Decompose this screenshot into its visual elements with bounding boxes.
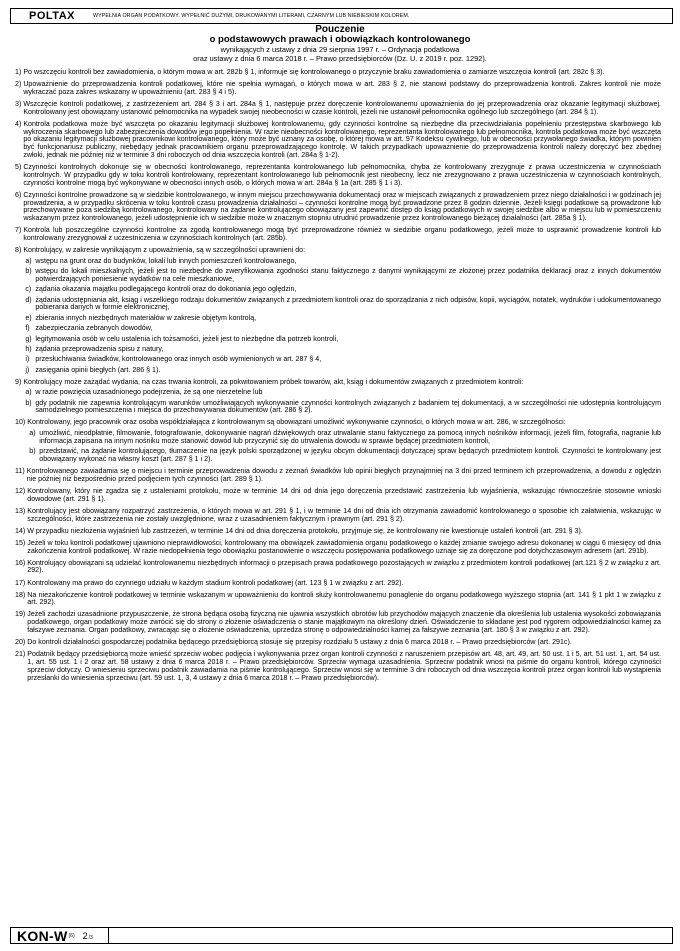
list-item bbox=[15, 528, 661, 536]
item-text: Jeżeli zachodzi uzasadnione przypuszczenie, że strona będąca osobą fizyczną nie ujawnia wszystkich obrotów lub przychodów mających znaczenie dla określenia lub ustalenia wysokości zobowiązania podatkowego, organ podatkowy może zwrócić się do strony o złożenie oświadczenia o stanie majątkowym na określony dzień. Oświadczenie to składane jest pod rygorem odpowiedzialności karnej za fałszywe zeznania. Organ podatkowy, zwracając się o złożenie oświadczenia, uprzedza stronę o odpowiedzialności karnej za fałszywe zeznania (art. 180 § 3 w związku z art. 292). bbox=[27, 610, 661, 635]
sub-item-text: żądania przeprowadzenia spisu z natury, bbox=[35, 344, 164, 353]
form-code: KON-W bbox=[17, 927, 68, 944]
fill-instruction: WYPEŁNIA ORGAN PODATKOWY. WYPEŁNIĆ DUŻYMI, DRUKOWANYMI LITERAMI, CZARNYM LUB NIEBIESKIM KOLOREM. bbox=[92, 13, 410, 19]
item-number: 6) bbox=[15, 190, 22, 199]
item-number: 4) bbox=[15, 119, 22, 128]
list-item bbox=[15, 81, 661, 97]
form-code-box bbox=[11, 928, 109, 943]
item-number: 3) bbox=[15, 99, 22, 108]
sub-item bbox=[27, 448, 661, 464]
item-body bbox=[23, 164, 661, 187]
sub-item bbox=[23, 356, 661, 364]
list-item bbox=[15, 592, 661, 608]
item-number: 17) bbox=[15, 578, 26, 587]
item-number: 7) bbox=[15, 226, 22, 235]
item-body bbox=[27, 560, 661, 576]
item-body bbox=[27, 639, 661, 647]
page-total: /3 bbox=[88, 934, 93, 941]
sub-item bbox=[23, 258, 661, 266]
item-body bbox=[27, 611, 661, 634]
item-body bbox=[27, 419, 661, 463]
item-body bbox=[23, 69, 661, 77]
list-item bbox=[15, 611, 661, 634]
item-number: 2) bbox=[15, 80, 22, 89]
item-number: 14) bbox=[15, 526, 26, 535]
list-item bbox=[15, 508, 661, 524]
sub-item bbox=[27, 430, 661, 446]
sub-item-letter: b) bbox=[25, 398, 32, 407]
list-item bbox=[15, 639, 661, 647]
sub-item bbox=[23, 389, 661, 397]
item-text: Do kontroli działalności gospodarczej podatnika będącego przedsiębiorcą stosuje się przepisy rozdziału 5 ustawy z dnia 6 marca 2018 r. – Prawo przedsiębiorców (art. 291c). bbox=[27, 638, 572, 647]
item-number: 15) bbox=[15, 538, 26, 547]
item-number: 5) bbox=[15, 163, 22, 172]
list-item bbox=[15, 419, 661, 463]
item-body bbox=[27, 580, 661, 588]
page-number bbox=[83, 931, 101, 941]
item-body bbox=[23, 247, 661, 374]
list-item bbox=[15, 379, 661, 415]
sub-item-text: wstępu do lokali mieszkalnych, jeżeli jest to niezbędne do zweryfikowania zgodności stanu faktycznego z danymi wynikającymi ze złożonej przez podatnika deklaracji oraz z innych dokumentów potwierdzających poniesienie wydatków na cele mieszkaniowe, bbox=[35, 267, 661, 283]
item-body bbox=[27, 508, 661, 524]
item-number: 18) bbox=[15, 590, 26, 599]
item-number: 12) bbox=[15, 486, 26, 495]
item-number: 21) bbox=[15, 650, 26, 659]
sub-item bbox=[23, 367, 661, 375]
sub-item-letter: g) bbox=[25, 334, 32, 343]
sub-item-letter: e) bbox=[25, 313, 32, 322]
sub-item-text: w razie powzięcia uzasadnionego podejrzenia, że są one nierzetelne lub bbox=[35, 388, 263, 397]
list-item bbox=[15, 488, 661, 504]
item-number: 13) bbox=[15, 506, 26, 515]
sub-item bbox=[23, 400, 661, 416]
item-number: 11) bbox=[15, 466, 25, 475]
item-number: 10) bbox=[15, 418, 26, 427]
sub-item bbox=[23, 286, 661, 294]
item-body bbox=[27, 528, 661, 536]
sub-item bbox=[23, 297, 661, 313]
list-item bbox=[15, 227, 661, 243]
title-line-2: o podstawowych prawach i obowiązkach kontrolowanego bbox=[209, 34, 471, 45]
sub-item-text: przedstawić, na żądanie kontrolującego, tłumaczenie na język polski sporządzonej w języku obcym dokumentacji dotyczącej spraw będących przedmiotem kontroli. Czynności te kontrolowany jest obowiązany wykonać na własny koszt (art. 287 § 1 i 2). bbox=[39, 447, 661, 463]
item-text: Upoważnienie do przeprowadzenia kontroli podatkowej, które nie spełnia wymagań, o których mowa w art. 283 § 2, nie stanowi podstawy do przeprowadzenia kontroli. Zakres kontroli nie może wykraczać poza zakres wskazany w upoważnieniu (art. 283 § 4 i 5). bbox=[23, 80, 661, 96]
sub-item-text: gdy podatnik nie zapewnia kontrolującym warunków umożliwiających wykonywanie czynności kontrolnych związanych z badaniem tej dokumentacji, a w szczególności nie udostępnia kontrolującym samodzielnego pomieszczenia i miejsca do przechowywania dokumentów (art. 286 § 2). bbox=[35, 398, 661, 415]
sub-item-letter: b) bbox=[29, 447, 36, 456]
sub-item-letter: b) bbox=[25, 267, 32, 275]
list-item bbox=[15, 651, 661, 682]
sub-item bbox=[23, 346, 661, 354]
sub-item-letter: a) bbox=[25, 388, 32, 397]
item-text: Czynności kontrolne prowadzone są w siedzibie kontrolowanego, w innym miejscu przechowywania dokumentacji oraz w miejscach związanych z prowadzeniem przez niego działalności i w godzinach jej prowadzenia, a w przypadku skrócenia w toku kontroli czasu prowadzenia działalności – czynności kontrolne mogą być prowadzone przez 8 godzin dziennie. Jeżeli księgi podatkowe są prowadzone lub przechowywane poza siedzibą kontrolowanego, kontrolowany na żądanie kontrolującego obowiązany jest zapewnić dostęp do ksiąg podatkowych w swojej siedzibie albo w miejscu lub w pomieszczeniu wskazanym przez kontrolowanego, jeżeli udostępnienie ich w siedzibie może w znacznym stopniu utrudnić prowadzenie przez kontrolowanego bieżącej działalności (art. 285a § 1). bbox=[23, 190, 661, 223]
list-item bbox=[15, 69, 661, 77]
sub-item-letter: a) bbox=[29, 428, 36, 437]
sub-item-letter: i) bbox=[25, 355, 30, 364]
sub-item-text: zabezpieczania zebranych dowodów, bbox=[35, 324, 153, 333]
item-number: 8) bbox=[15, 246, 22, 255]
list-item bbox=[15, 560, 661, 576]
item-text: Kontrolujący może zażądać wydania, na czas trwania kontroli, za pokwitowaniem próbek towarów, akt, ksiąg i dokumentów związanych z przedmiotem kontroli: bbox=[23, 377, 524, 386]
sub-item-letter: a) bbox=[25, 256, 32, 265]
sub-item-text: zasięgania opinii biegłych (art. 286 § 1). bbox=[35, 365, 161, 374]
item-body bbox=[27, 488, 661, 504]
item-body bbox=[23, 227, 661, 243]
item-text: Kontrolujący jest obowiązany rozpatrzyć zastrzeżenia, o których mowa w art. 291 § 1, i w terminie 14 dni od dnia ich otrzymania zawiadomić kontrolowanego o sposobie ich załatwienia, wskazując w szczególności, które zastrzeżenia nie zostały uwzględnione, wraz z uzasadnieniem faktycznym i prawnym (art. 291 § 2). bbox=[27, 506, 661, 523]
form-footer bbox=[10, 927, 673, 944]
item-body bbox=[27, 651, 661, 682]
sub-item bbox=[23, 315, 661, 323]
item-text: Kontrolowany, jego pracownik oraz osoba współdziałająca z kontrolowanym są obowiązani umożliwić wykonywanie czynności, o których mowa w art. 286, w szczególności: bbox=[27, 418, 566, 427]
title-line-3: wynikających z ustawy z dnia 29 sierpnia 1997 r. – Ordynacja podatkowa bbox=[220, 45, 460, 54]
list-item bbox=[15, 540, 661, 556]
item-body bbox=[23, 379, 661, 415]
form-header bbox=[10, 8, 673, 24]
item-text: Wszczęcie kontroli podatkowej, z zastrzeżeniem art. 284 § 3 i art. 284a § 1, następuje przez doręczenie kontrolowanemu upoważnienia do jej przeprowadzenia oraz okazanie legitymacji służbowej. Kontrolowany jest obowiązany ustanowić pełnomocnika na wypadek swojej nieobecności w czasie kontroli, jeżeli nie ustanowił pełnomocnika ogólnego lub szczególnego (art. 284 § 1). bbox=[23, 99, 661, 116]
item-body bbox=[23, 121, 661, 160]
item-text: Czynności kontrolnych dokonuje się w obecności kontrolowanego, reprezentanta kontrolowanego lub pełnomocnika, chyba że kontrolowany zrezygnuje z prawa uczestniczenia w czynnościach kontrolnych. W przypadku gdy w toku kontroli kontrolowany, reprezentant kontrolowanego lub pełnomocnik jest nieobecny, lecz nie zrezygnowano z prawa uczestniczenia w czynnościach kontrolnych, czynności kontrolne mogą być wykonywane w obecności innych osób, o których mowa w art. 284a § 1a (art. 285 § 1 i 3). bbox=[23, 163, 661, 187]
item-body bbox=[23, 192, 661, 223]
item-text: Podatnik będący przedsiębiorcą może wnieść sprzeciw wobec podjęcia i wykonywania przez organ kontroli czynności z naruszeniem przepisów art. 48, art. 49, art. 50 ust. 1 i 5, art. 51 ust. 1, art. 54 ust. 1, art. 55 ust. 1 i 2 oraz art. 58 ustawy z dnia 6 marca 2018 r. – Prawo przedsiębiorców. Sprzeciw wymaga uzasadnienia. Sprzeciw podatnik wnosi na piśmie do organu kontroli, którego czynności sprzeciw dotyczy. O wniesieniu sprzeciwu podatnik zawiadamia na piśmie kontrolującego. Sprzeciw wnosi się w terminie 3 dni roboczych od dnia wszczęcia kontroli przez organ kontroli lub wystąpienia przesłanki do wniesienia sprzeciwu (art. 59 ust. 1, 3, 4 ustawy z dnia 6 marca 2018 r. – Prawo przedsiębiorców). bbox=[27, 650, 661, 682]
sub-item-letter: c) bbox=[25, 285, 32, 294]
sub-item-text: żądania udostępniania akt, ksiąg i wszelkiego rodzaju dokumentów związanych z przedmiotem kontroli oraz do sporządzania z nich odpisów, kopii, wyciągów, notatek, wydruków i udokumentowanego pobierania danych w formie elektronicznej, bbox=[35, 295, 661, 312]
item-text: Po wszczęciu kontroli bez zawiadomienia, o którym mowa w art. 282b § 1, informuje się kontrolowanego o przyczynie braku zawiadomienia o zamiarze wszczęcia kontroli (art. 282c § 3). bbox=[23, 68, 605, 76]
document-title bbox=[0, 24, 680, 63]
list-item bbox=[15, 192, 661, 223]
item-text: Jeżeli w toku kontroli podatkowej ujawniono nieprawidłowości, kontrolowany ma obowiązek zawiadomienia organu podatkowego o każdej zmianie swojego adresu dokonanej w ciągu 6 miesięcy od dnia zakończenia kontroli podatkowej. W razie niedopełnienia tego obowiązku postanowienie o wszczęciu postępowania podatkowego uznaje się za doręczone pod dotychczasowym adresem (art. 291b). bbox=[27, 538, 661, 555]
item-number: 16) bbox=[15, 558, 26, 567]
item-body bbox=[23, 101, 661, 117]
title-line-4: oraz ustawy z dnia 6 marca 2018 r. – Prawo przedsiębiorców (Dz. U. z 2019 r. poz. 1292). bbox=[193, 54, 487, 63]
title-line-1: Pouczenie bbox=[315, 24, 365, 35]
item-text: Kontrola lub poszczególne czynności kontrolne za zgodą kontrolowanego mogą być przeprowadzone również w siedzibie organu podatkowego, jeżeli może to usprawnić prowadzenie kontroli lub kontrolowany zrezygnował z uczestniczenia w czynnościach kontrolnych (art. 285b). bbox=[23, 226, 661, 243]
item-body bbox=[27, 592, 661, 608]
list-item bbox=[15, 121, 661, 160]
item-number: 9) bbox=[15, 377, 22, 386]
sub-item-text: umożliwić, nieodpłatnie, filmowanie, fotografowanie, dokonywanie nagrań dźwiękowych oraz utrwalanie stanu faktycznego za pomocą innych nośników informacji, jeżeli film, fotografia, nagranie lub informacja zapisana na innym nośniku może stanowić dowód lub przyczynić się do utrwalenia dowodu w sprawie będącej przedmiotem kontroli, bbox=[39, 428, 661, 445]
form-version: (6) bbox=[68, 932, 75, 939]
item-text: Kontrolowany ma prawo do czynnego udziału w każdym stadium kontroli podatkowej (art. 123 § 1 w związku z art. 292). bbox=[27, 578, 404, 587]
sub-item bbox=[23, 268, 661, 284]
sub-item-text: legitymowania osób w celu ustalenia ich tożsamości, jeżeli jest to niezbędne dla potrzeb kontroli, bbox=[35, 334, 339, 343]
list-item bbox=[15, 164, 661, 187]
item-text: Kontrolowany, który nie zgadza się z ustaleniami protokołu, może w terminie 14 dni od dnia jego doręczenia przedstawić zastrzeżenia lub wyjaśnienia, wskazując równocześnie stosowne wnioski dowodowe (art. 291 § 1). bbox=[27, 486, 661, 503]
sub-item-text: zbierania innych niezbędnych materiałów w zakresie objętym kontrolą, bbox=[35, 313, 257, 322]
sub-item-text: żądania okazania majątku podlegającego kontroli oraz do dokonania jego oględzin, bbox=[35, 285, 297, 294]
list-item bbox=[15, 580, 661, 588]
item-body bbox=[27, 468, 661, 484]
page-current: 2 bbox=[82, 930, 88, 941]
list-item bbox=[15, 101, 661, 117]
sub-item-text: wstępu na grunt oraz do budynków, lokali lub innych pomieszczeń kontrolowanego, bbox=[35, 256, 297, 265]
instruction-list bbox=[15, 69, 661, 687]
item-text: Kontrola podatkowa może być wszczęta po okazaniu legitymacji służbowej kontrolowanemu, gdy czynności kontrolne są niezbędne dla przeciwdziałania popełnieniu przestępstwa skarbowego lub wykroczenia skarbowego lub zabezpieczenia dowodów jego popełnienia. W razie nieobecności kontrolowanego, reprezentanta kontrolowanego lub pełnomocnika, kontrola podatkowa może być wszczęta po okazaniu legitymacji służbowej pracownikowi kontrolowanego, który może być uznany za osobę, o której mowa w art. 97 Kodeksu cywilnego, lub w obecności przywołanego świadka, którym powinien być funkcjonariusz publiczny, niebędący jednak pracownikiem organu przeprowadzającego kontrolę. W takich przypadkach upoważnienie do przeprowadzenia kontroli należy doręczyć bez zbędnej zwłoki, jednak nie później niż w terminie 3 dni roboczych od dnia wszczęcia kontroli (art. 284a § 1-2). bbox=[23, 119, 661, 160]
sub-item-letter: f) bbox=[25, 324, 30, 333]
item-text: Kontrolowanego zawiadamia się o miejscu i terminie przeprowadzenia dowodu z zeznań świadków lub opinii biegłych przynajmniej na 3 dni przed terminem ich przeprowadzenia, a dowodu z oględzin nie później niż bezpośrednio przed podjęciem tych czynności (art. 289 § 1). bbox=[26, 466, 661, 483]
item-body bbox=[23, 81, 661, 97]
item-text: W przypadku niezłożenia wyjaśnień lub zastrzeżeń, w terminie 14 dni od dnia doręczenia protokołu, przyjmuje się, że kontrolowany nie kwestionuje ustaleń kontroli (art. 291 § 3). bbox=[27, 526, 583, 535]
sub-item bbox=[23, 336, 661, 344]
item-body bbox=[27, 540, 661, 556]
item-number: 19) bbox=[15, 610, 26, 619]
sub-item bbox=[23, 325, 661, 333]
item-text: Na niezakończenie kontroli podatkowej w terminie wskazanym w upoważnieniu do kontroli służy kontrolowanemu ponaglenie do organu podatkowego wyższego stopnia (art. 141 § 1 pkt 1 w związku z art. 292). bbox=[27, 590, 661, 607]
item-text: Kontrolujący, w zakresie wynikającym z upoważnienia, są w szczególności uprawnieni do: bbox=[23, 246, 306, 255]
item-number: 20) bbox=[15, 638, 26, 647]
sub-item-letter: j) bbox=[25, 365, 30, 374]
sub-item-text: przesłuchiwania świadków, kontrolowanego oraz innych osób wymienionych w art. 287 § 4, bbox=[35, 355, 322, 364]
brand-label: POLTAX bbox=[29, 10, 75, 22]
item-number: 1) bbox=[15, 68, 22, 76]
list-item bbox=[15, 468, 661, 484]
sub-item-letter: h) bbox=[25, 344, 32, 353]
sub-item-letter: d) bbox=[25, 295, 32, 304]
list-item bbox=[15, 247, 661, 374]
item-text: Kontrolujący obowiązani są udzielać kontrolowanemu niezbędnych informacji o przepisach prawa podatkowego pozostających w związku z przedmiotem kontroli podatkowej (art.121 § 2 w związku z art. 292). bbox=[27, 558, 661, 575]
